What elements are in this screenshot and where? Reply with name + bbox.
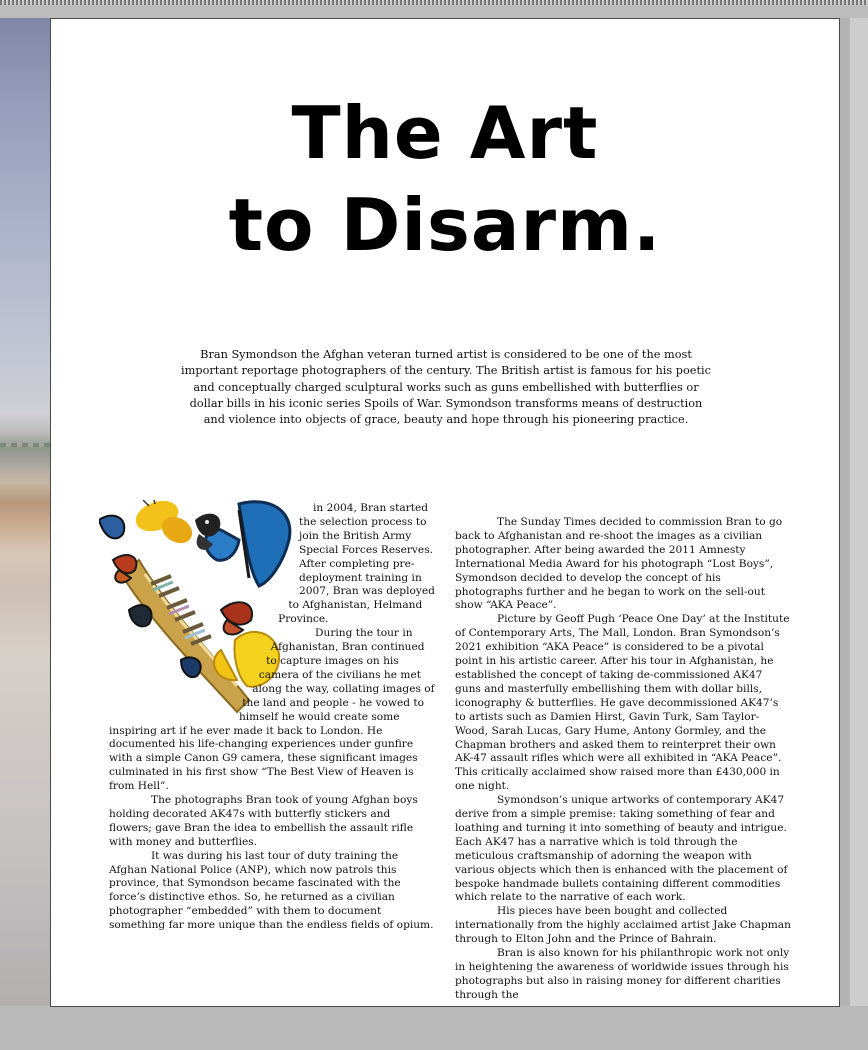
intro-paragraph: Bran Symondson the Afghan veteran turned artist is considered to be one of the most important reportage photographers of the century. The British artist is famous for his poetic and conceptually charged sculptural works such as guns embellished with butterflies or dollar bills in his iconic series Spoils of War. Symondson transforms means of destruction and violence into objects of grace, beauty and hope through his pioneering practice. (181, 348, 711, 427)
title-line-1: The Art (291, 91, 599, 175)
blue-butterfly-icon (205, 502, 290, 586)
blue-butterfly-icon-2 (99, 516, 124, 539)
right-paragraph-5: Bran is also known for his philanthropic work not only in heightening the awareness of worldwide issues through his photographs but also in raising money for different charities through the (455, 947, 790, 1001)
left-paragraph-4: It was during his last tour of duty training the Afghan National Police (ANP), which now patrols this province, that Symondson became fascinated with the force’s distinctive ethos. So, he returned as a civilian photographer “embedded” with them to document something far more unique than the endless fields of opium. (109, 849, 434, 932)
vertical-scrollbar[interactable] (850, 18, 868, 1008)
ruler-track (0, 5, 868, 18)
left-paragraph-2: During the tour in Afghanistan, Bran continued to capture images on his camera of the civilians he met along the way, collating images of the land and people - he vowed to himself he would create some inspiring art if he ever made it back to London. He documented his life-changing experiences under gunfire with a simple Canon G9 camera, these significant images culminated in his first show “The Best View of Heaven is from Hell”. (109, 627, 435, 793)
title-line-2: to Disarm. (228, 183, 662, 267)
pasteboard-bottom (0, 1006, 868, 1050)
adjacent-page-photo (0, 18, 50, 1006)
right-column (455, 516, 791, 1003)
left-paragraph-3: The photographs Bran took of young Afghan boys holding decorated AK47s with butterfly stickers and flowers; gave Bran the idea to embellish the assault rifle with money and butterflies. (109, 794, 418, 848)
right-paragraph-3: Symondson’s unique artworks of contemporary AK47 derive from a simple premise: taking something of fear and loathing and turning it into something of beauty and intrigue. Each AK47 has a narrative which is told through the meticulous craftsmanship of adorning the weapon with various objects which then is enhanced with the placement of bespoke handmade bullets containing different commodities which relate to the narrative of each work. (455, 794, 788, 904)
right-paragraph-4: His pieces have been bought and collected internationally from the highly acclaimed artist Jake Chapman through to Elton John and the Prince of Bahrain. (455, 905, 791, 946)
yellow-butterfly-icon (132, 500, 197, 548)
left-paragraph-1: in 2004, Bran started the selection process to join the British Army Special Forces Reserves. After completing pre-deployment training in 2007, Bran was deployed to Afghanistan, Helmand Province. (278, 502, 435, 626)
right-paragraph-2: Picture by Geoff Pugh ‘Peace One Day’ at the Institute of Contemporary Arts, The Mall, London. Bran Symondson’s 2021 exhibition “AKA Peace” is considered to be a pivotal point in his artistic career. After his tour in Afghanistan, he established the concept of taking de-commissioned AK47 guns and masterfully embellishing them with dollar bills, iconography & butterflies. He gave decommissioned AK47’s to artists such as Damien Hirst, Gavin Turk, Sam Taylor-Wood, Sarah Lucas, Gary Hume, Antony Gormley, and the Chapman brothers and asked them to reinterpret their own AK-47 assault rifles which were all exhibited in “AKA Peace”. This critically acclaimed show raised more than £430,000 in one night. (455, 613, 790, 793)
page-title (51, 87, 839, 271)
right-paragraph-1: The Sunday Times decided to commission Bran to go back to Afghanistan and re-shoot the images as a civilian photographer. After being awarded the 2011 Amnesty International Media Award for his photograph “Lost Boys”, Symondson decided to develop the concept of his photographs further and he began to work on the sell-out show “AKA Peace”. (455, 516, 783, 612)
red-butterfly-icon-2 (221, 602, 252, 634)
document-page (50, 18, 840, 1007)
left-column (109, 502, 435, 933)
